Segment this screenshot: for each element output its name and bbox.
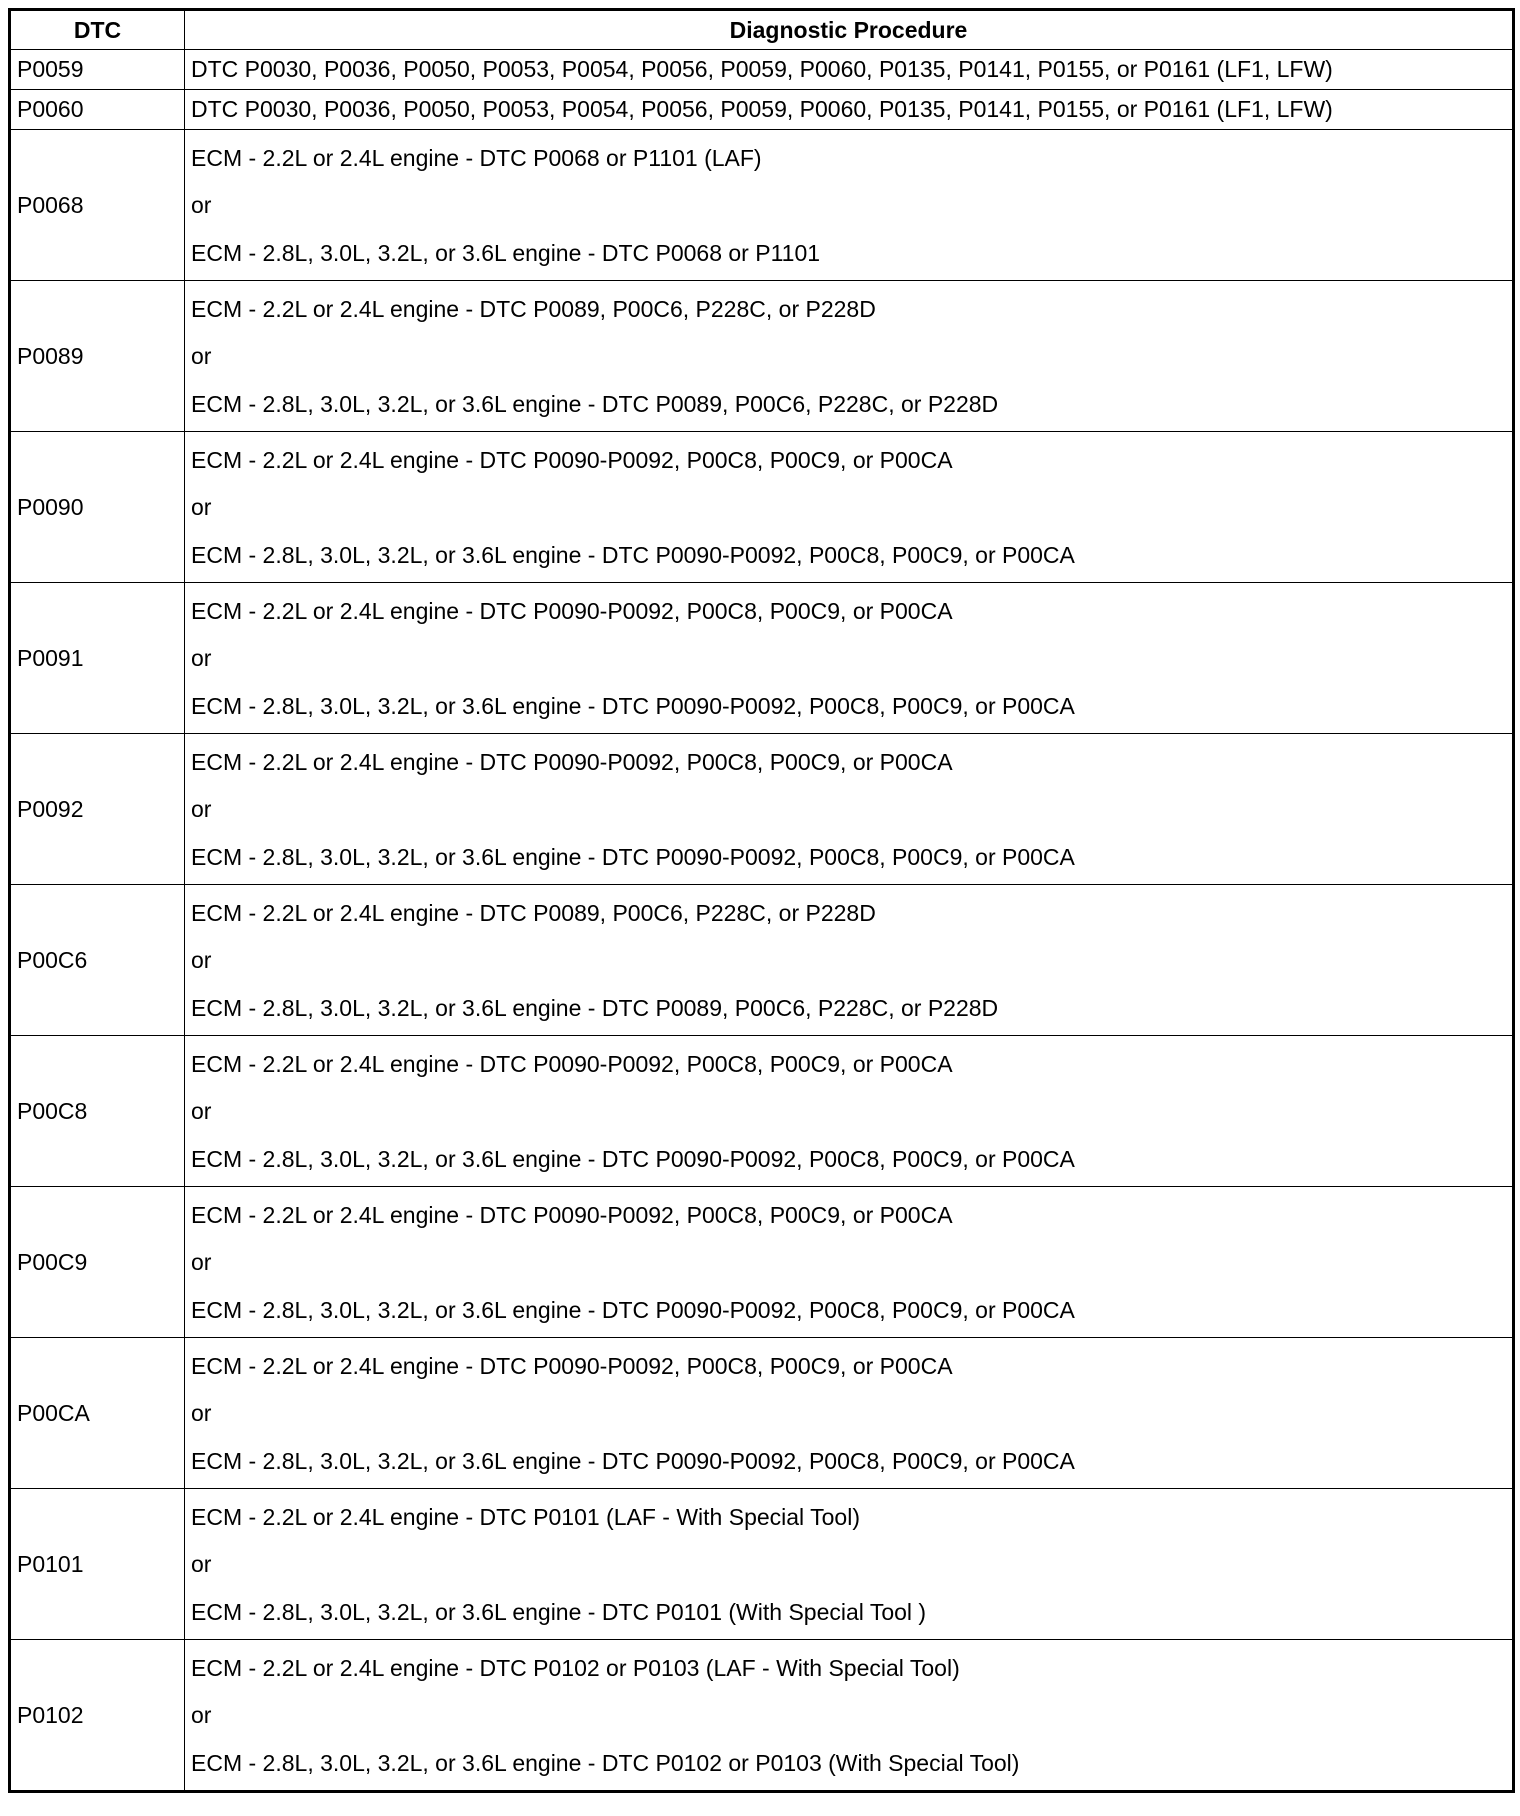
procedure-or-separator: or (191, 342, 212, 369)
procedure-link[interactable]: ECM - 2.2L or 2.4L engine - DTC P0089, P00C6, P228C, or P228D (191, 295, 876, 322)
dtc-code-cell: P0059 (10, 50, 185, 90)
procedure-link[interactable]: ECM - 2.2L or 2.4L engine - DTC P0090-P0092, P00C8, P00C9, or P00CA (191, 1201, 953, 1228)
procedure-or-separator: or (191, 1550, 212, 1577)
diagnostic-procedure-cell (185, 885, 1514, 1036)
diagnostic-procedure-cell (185, 1640, 1514, 1792)
procedure-link[interactable]: ECM - 2.2L or 2.4L engine - DTC P0090-P0092, P00C8, P00C9, or P00CA (191, 748, 953, 775)
diagnostic-procedure-cell (185, 1338, 1514, 1489)
procedure-link[interactable]: ECM - 2.2L or 2.4L engine - DTC P0102 or P0103 (LAF - With Special Tool) (191, 1654, 960, 1681)
table-row (10, 432, 1514, 583)
procedure-link[interactable]: ECM - 2.2L or 2.4L engine - DTC P0101 (LAF - With Special Tool) (191, 1503, 860, 1530)
dtc-code-cell: P0092 (10, 734, 185, 885)
table-row (10, 1036, 1514, 1187)
procedure-link[interactable]: ECM - 2.8L, 3.0L, 3.2L, or 3.6L engine - DTC P0102 or P0103 (With Special Tool) (191, 1749, 1020, 1776)
table-row (10, 1640, 1514, 1792)
dtc-code-cell: P00C9 (10, 1187, 185, 1338)
diagnostic-procedure-cell (185, 1489, 1514, 1640)
table-row (10, 885, 1514, 1036)
diagnostic-procedure-cell (185, 130, 1514, 281)
procedure-link[interactable]: ECM - 2.2L or 2.4L engine - DTC P0090-P0092, P00C8, P00C9, or P00CA (191, 1352, 953, 1379)
procedure-link[interactable]: ECM - 2.8L, 3.0L, 3.2L, or 3.6L engine - DTC P0090-P0092, P00C8, P00C9, or P00CA (191, 692, 1075, 719)
table-row (10, 1489, 1514, 1640)
procedure-link[interactable]: ECM - 2.8L, 3.0L, 3.2L, or 3.6L engine - DTC P0068 or P1101 (191, 239, 821, 266)
procedure-link[interactable]: ECM - 2.2L or 2.4L engine - DTC P0068 or P1101 (LAF) (191, 144, 762, 171)
procedure-link[interactable]: ECM - 2.2L or 2.4L engine - DTC P0089, P00C6, P228C, or P228D (191, 899, 876, 926)
procedure-or-separator: or (191, 795, 212, 822)
table-row (10, 583, 1514, 734)
procedure-or-separator: or (191, 1399, 212, 1426)
dtc-code-cell: P0068 (10, 130, 185, 281)
dtc-code-cell: P00CA (10, 1338, 185, 1489)
procedure-or-separator: or (191, 1248, 212, 1275)
dtc-code-cell: P0101 (10, 1489, 185, 1640)
dtc-code-cell: P00C6 (10, 885, 185, 1036)
procedure-or-separator: or (191, 1097, 212, 1124)
table-row (10, 1338, 1514, 1489)
procedure-or-separator: or (191, 191, 212, 218)
diagnostic-procedure-cell (185, 432, 1514, 583)
procedure-link[interactable]: ECM - 2.8L, 3.0L, 3.2L, or 3.6L engine - DTC P0090-P0092, P00C8, P00C9, or P00CA (191, 843, 1075, 870)
dtc-code-cell: P0102 (10, 1640, 185, 1792)
dtc-code-cell: P0060 (10, 90, 185, 130)
diagnostic-procedure-cell: DTC P0030, P0036, P0050, P0053, P0054, P0056, P0059, P0060, P0135, P0141, P0155, or P0161 (LF1, LFW) (185, 90, 1514, 130)
diagnostic-procedure-cell (185, 281, 1514, 432)
diagnostic-procedure-cell (185, 1036, 1514, 1187)
diagnostic-procedure-cell (185, 583, 1514, 734)
table-row (10, 734, 1514, 885)
diagnostic-procedure-cell (185, 734, 1514, 885)
dtc-code-cell: P0091 (10, 583, 185, 734)
diagnostic-procedure-cell (185, 1187, 1514, 1338)
table-row (10, 130, 1514, 281)
header-dtc: DTC (10, 10, 185, 50)
procedure-link[interactable]: ECM - 2.2L or 2.4L engine - DTC P0090-P0092, P00C8, P00C9, or P00CA (191, 597, 953, 624)
table-row (10, 90, 1514, 130)
dtc-code-cell: P0090 (10, 432, 185, 583)
dtc-code-cell: P0089 (10, 281, 185, 432)
dtc-procedure-table (8, 8, 1515, 1793)
header-diagnostic-procedure: Diagnostic Procedure (185, 10, 1514, 50)
table-body (10, 50, 1514, 1792)
procedure-link[interactable]: ECM - 2.8L, 3.0L, 3.2L, or 3.6L engine - DTC P0090-P0092, P00C8, P00C9, or P00CA (191, 1145, 1075, 1172)
procedure-link[interactable]: ECM - 2.8L, 3.0L, 3.2L, or 3.6L engine - DTC P0090-P0092, P00C8, P00C9, or P00CA (191, 1447, 1075, 1474)
procedure-or-separator: or (191, 946, 212, 973)
table-header-row (10, 10, 1514, 50)
procedure-link[interactable]: ECM - 2.8L, 3.0L, 3.2L, or 3.6L engine - DTC P0101 (With Special Tool ) (191, 1598, 927, 1625)
procedure-or-separator: or (191, 1701, 212, 1728)
procedure-or-separator: or (191, 644, 212, 671)
table-row (10, 1187, 1514, 1338)
table-row (10, 281, 1514, 432)
dtc-code-cell: P00C8 (10, 1036, 185, 1187)
table-row (10, 50, 1514, 90)
diagnostic-procedure-cell: DTC P0030, P0036, P0050, P0053, P0054, P0056, P0059, P0060, P0135, P0141, P0155, or P0161 (LF1, LFW) (185, 50, 1514, 90)
procedure-link[interactable]: ECM - 2.8L, 3.0L, 3.2L, or 3.6L engine - DTC P0090-P0092, P00C8, P00C9, or P00CA (191, 541, 1075, 568)
procedure-link[interactable]: ECM - 2.8L, 3.0L, 3.2L, or 3.6L engine - DTC P0090-P0092, P00C8, P00C9, or P00CA (191, 1296, 1075, 1323)
procedure-link[interactable]: ECM - 2.8L, 3.0L, 3.2L, or 3.6L engine - DTC P0089, P00C6, P228C, or P228D (191, 994, 999, 1021)
procedure-link[interactable]: ECM - 2.2L or 2.4L engine - DTC P0090-P0092, P00C8, P00C9, or P00CA (191, 446, 953, 473)
procedure-link[interactable]: ECM - 2.2L or 2.4L engine - DTC P0090-P0092, P00C8, P00C9, or P00CA (191, 1050, 953, 1077)
procedure-link[interactable]: ECM - 2.8L, 3.0L, 3.2L, or 3.6L engine - DTC P0089, P00C6, P228C, or P228D (191, 390, 999, 417)
procedure-or-separator: or (191, 493, 212, 520)
